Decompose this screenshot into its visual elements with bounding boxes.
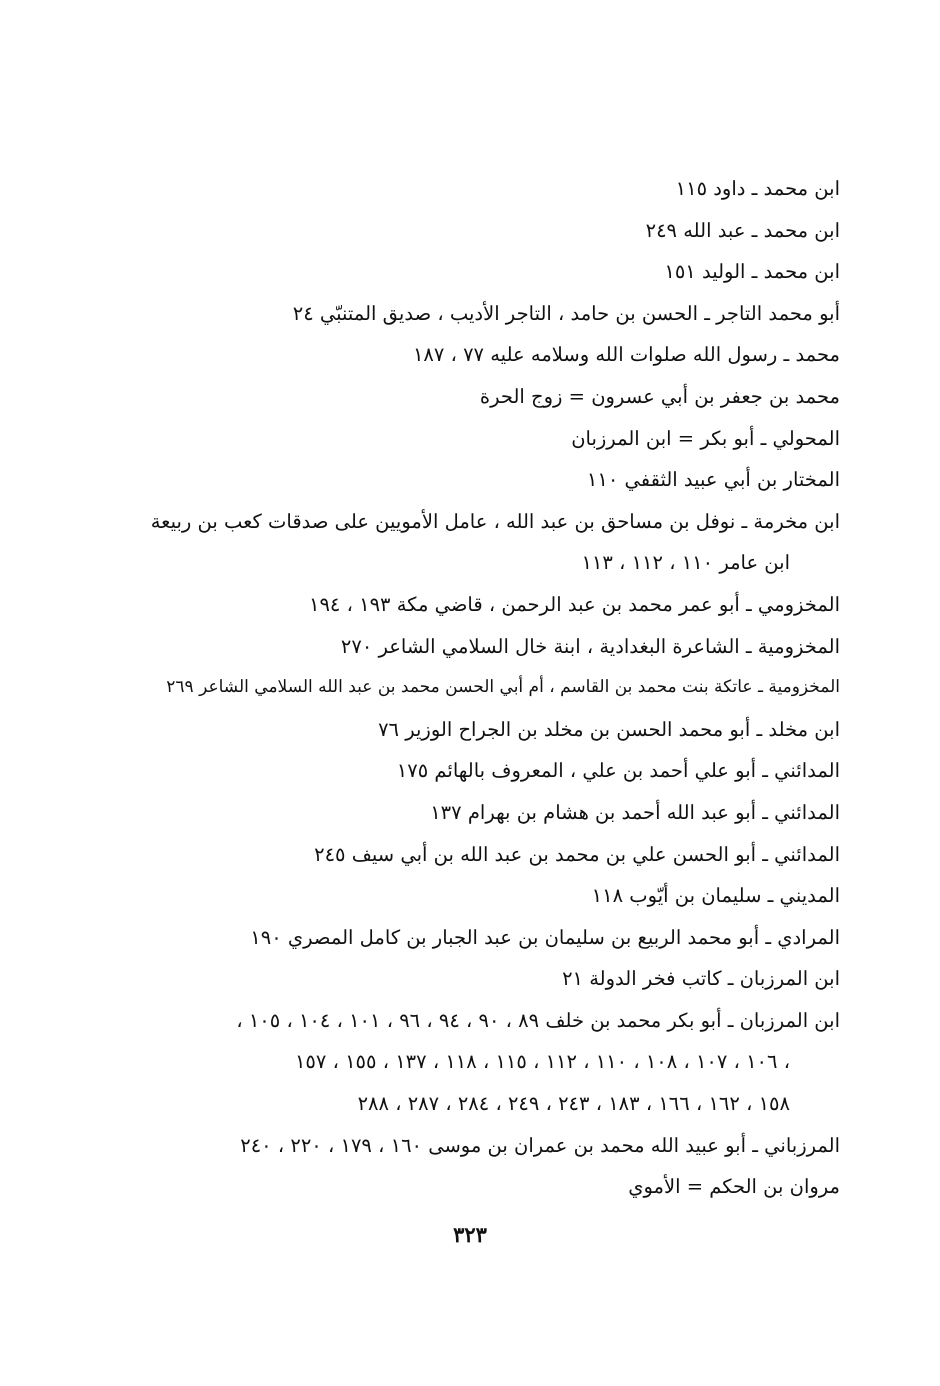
index-entry: أبو محمد التاجر ـ الحسن بن حامد ، التاجر الأديب ، صديق المتنبّي ٢٤ [292, 301, 840, 325]
index-entry: محمد بن جعفر بن أبي عسرون = زوج الحرة [479, 384, 840, 408]
index-entry-continuation: ١٠٦ ، ١٠٧ ، ١٠٨ ، ١١٠ ، ١١٢ ، ١١٥ ، ١١٨ ، ١٣٧ ، ١٥٥ ، ١٥٧ ، [294, 1050, 790, 1074]
index-entry: ابن محمد ـ عبد الله ٢٤٩ [645, 218, 840, 242]
index-entry: المرزباني ـ أبو عبيد الله محمد بن عمران بن موسى ١٦٠ ، ١٧٩ ، ٢٢٠ ، ٢٤٠ [240, 1133, 840, 1157]
index-entry: المخزومية ـ الشاعرة البغدادية ، ابنة خال السلامي الشاعر ٢٧٠ [340, 634, 840, 658]
index-entry: ابن المرزبان ـ أبو بكر محمد بن خلف ٨٩ ، ٩٠ ، ٩٤ ، ٩٦ ، ١٠١ ، ١٠٤ ، ١٠٥ ، [236, 1008, 840, 1032]
index-entry: محمد ـ رسول الله صلوات الله وسلامه عليه ٧٧ ، ١٨٧ [412, 343, 840, 367]
index-entry: ابن مخرمة ـ نوفل بن مساحق بن عبد الله ، عامل الأمويين على صدقات كعب بن ربيعة [150, 509, 840, 533]
index-entry: مروان بن الحكم = الأموي [628, 1175, 840, 1199]
index-entries [150, 168, 840, 1208]
index-entry: المدائني ـ أبو عبد الله أحمد بن هشام بن بهرام ١٣٧ [430, 800, 840, 824]
index-entry: المخزومية ـ عاتكة بنت محمد بن القاسم ، أم أبي الحسن محمد بن عبد الله السلامي الشاعر ٢٦٩ [166, 677, 840, 698]
index-entry: ابن مخلد ـ أبو محمد الحسن بن مخلد بن الجراح الوزير ٧٦ [378, 717, 840, 741]
index-entry: المديني ـ سليمان بن أيّوب ١١٨ [591, 884, 840, 908]
index-entry-continuation: ابن عامر ١١٠ ، ١١٢ ، ١١٣ [581, 551, 790, 575]
index-entry: المدائني ـ أبو الحسن علي بن محمد بن عبد الله بن أبي سيف ٢٤٥ [314, 842, 840, 866]
index-entry: المحولي ـ أبو بكر = ابن المرزبان [571, 426, 840, 450]
index-entry: المخزومي ـ أبو عمر محمد بن عبد الرحمن ، قاضي مكة ١٩٣ ، ١٩٤ [308, 592, 840, 616]
index-entry: ابن محمد ـ داود ١١٥ [675, 177, 840, 200]
index-entry-continuation: ١٥٨ ، ١٦٢ ، ١٦٦ ، ١٨٣ ، ٢٤٣ ، ٢٤٩ ، ٢٨٤ ، ٢٨٧ ، ٢٨٨ [357, 1092, 790, 1116]
index-entry: ابن محمد ـ الوليد ١٥١ [664, 260, 840, 284]
index-entry: المختار بن أبي عبيد الثقفي ١١٠ [586, 468, 840, 492]
index-entry: ابن المرزبان ـ كاتب فخر الدولة ٢١ [562, 967, 840, 991]
page-number: ٣٢٣ [453, 1222, 487, 1247]
index-entry: المدائني ـ أبو علي أحمد بن علي ، المعروف بالهائم ١٧٥ [396, 759, 840, 783]
index-entry: المرادي ـ أبو محمد الربيع بن سليمان بن عبد الجبار بن كامل المصري ١٩٠ [250, 925, 840, 949]
